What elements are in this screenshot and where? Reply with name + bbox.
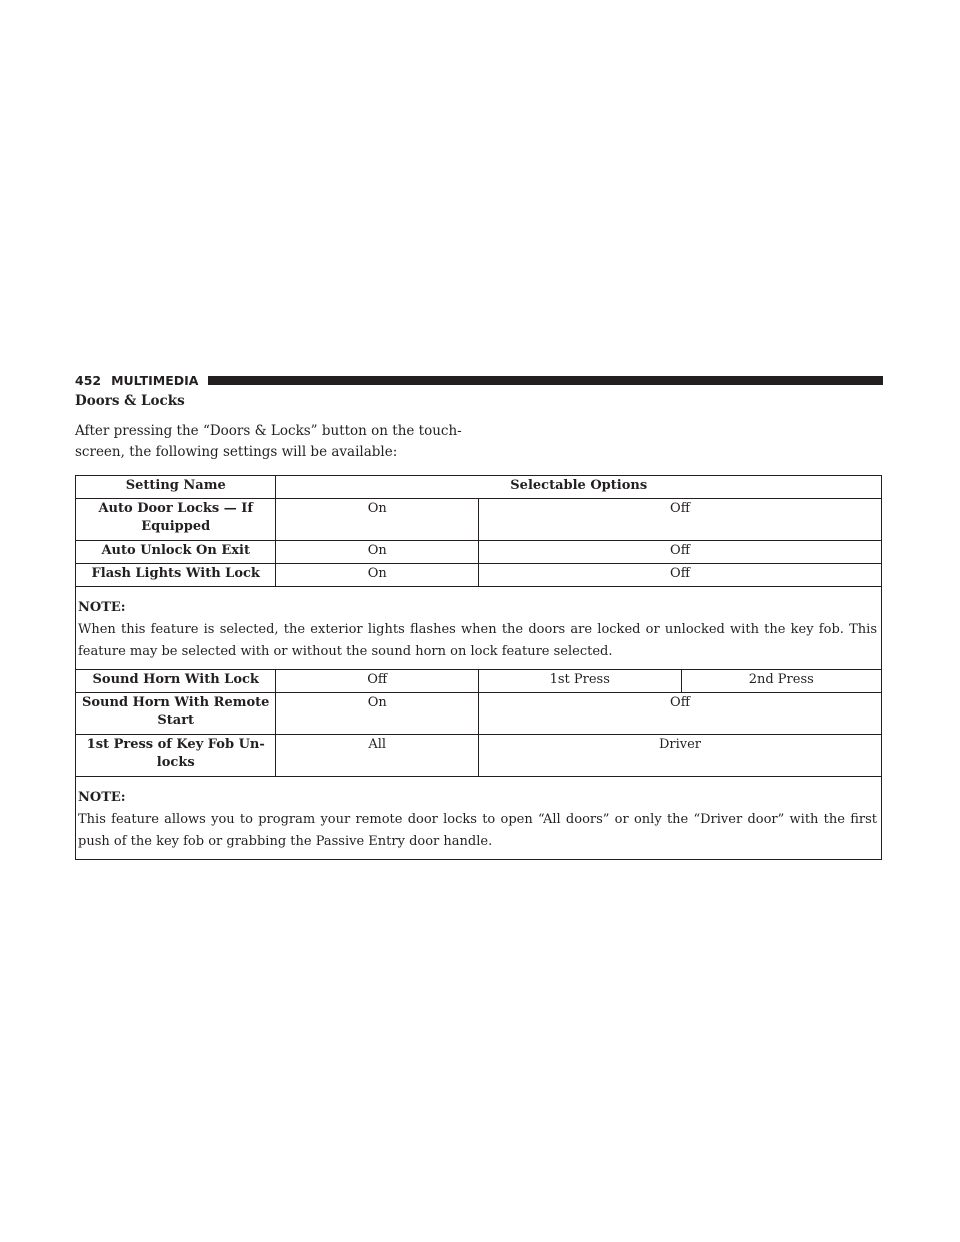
option-value: On [276, 541, 479, 564]
note-row [76, 587, 882, 670]
column-header-options: Selectable Options [276, 476, 882, 499]
header-rule [208, 376, 883, 385]
note-text: When this feature is selected, the exterior lights flashes when the doors are locked or unlocked with the key fob. This feature may be selected with or without the sound horn on lock feature selected. [78, 622, 877, 659]
setting-name: Auto Unlock On Exit [76, 541, 276, 564]
table-row [76, 499, 882, 541]
note-cell [76, 587, 882, 670]
option-value: Off [478, 541, 881, 564]
note-text: This feature allows you to program your remote door locks to open “All doors” or only the “Driver door” with the first push of the key fob or grabbing the Passive Entry door handle. [78, 812, 877, 849]
setting-name: Flash Lights With Lock [76, 564, 276, 587]
setting-name: Sound Horn With Remote Start [76, 693, 276, 735]
column-header-setting: Setting Name [76, 476, 276, 499]
option-value: 2nd Press [681, 670, 881, 693]
table-row [76, 670, 882, 693]
note-label: NOTE: [78, 600, 126, 615]
option-value: Off [276, 670, 479, 693]
option-value: Off [478, 693, 881, 735]
option-value: On [276, 564, 479, 587]
option-value: 1st Press [478, 670, 681, 693]
section-heading: Doors & Locks [75, 393, 185, 409]
settings-table [75, 475, 882, 860]
table-row [76, 735, 882, 777]
setting-name: Sound Horn With Lock [76, 670, 276, 693]
table-row [76, 564, 882, 587]
note-row [76, 777, 882, 860]
note-label: NOTE: [78, 790, 126, 805]
page-header [75, 372, 883, 388]
option-value: All [276, 735, 479, 777]
setting-name: Auto Door Locks — If Equipped [76, 499, 276, 541]
table-header-row [76, 476, 882, 499]
table-row [76, 693, 882, 735]
page-number: 452 [75, 372, 102, 388]
option-value: Off [478, 564, 881, 587]
setting-name: 1st Press of Key Fob Un-locks [76, 735, 276, 777]
option-value: On [276, 499, 479, 541]
intro-paragraph: After pressing the “Doors & Locks” button on the touch-screen, the following settings will be available: [75, 423, 462, 460]
option-value: Driver [478, 735, 881, 777]
option-value: Off [478, 499, 881, 541]
table-row [76, 541, 882, 564]
option-value: On [276, 693, 479, 735]
note-cell [76, 777, 882, 860]
section-title: MULTIMEDIA [111, 372, 199, 388]
